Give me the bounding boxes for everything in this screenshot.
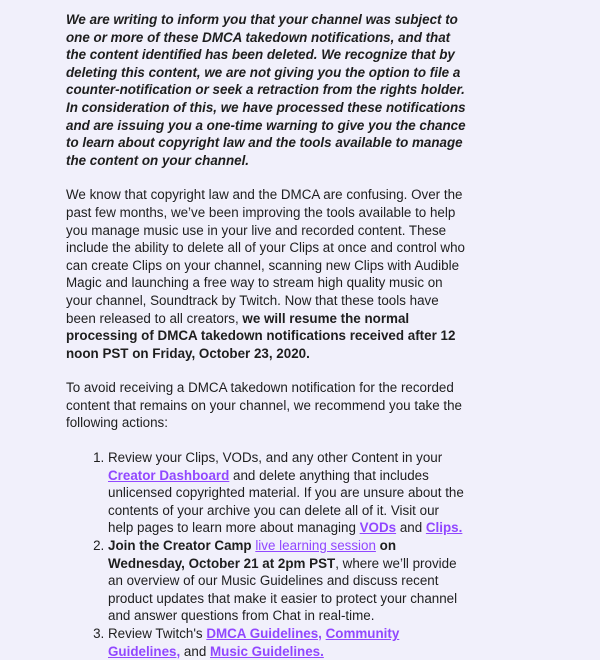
tools-paragraph [66, 186, 468, 362]
warning-paragraph: We are writing to inform you that your channel was subject to one or more of these DMCA takedown notifications, and that the content identified has been deleted. We recognize that by deleting this content, we are not giving you the option to file a counter-notification or seek a retraction from the rights holder. In consideration of this, we have processed these notifications and are issuing you a one-time warning to give you the chance to learn about copyright law and the tools available to manage the content on your channel. [66, 12, 466, 168]
tools-text: We know that copyright law and the DMCA are confusing. Over the past few months, we’ve been improving the tools available to help you manage music use in your live and recorded content. These include the ability to delete all of your Clips at once and control who can create Clips on your channel, scanning new Clips with Audible Magic and launching a free way to stream high quality music on your channel, Soundtrack by Twitch. Now that these tools have been released to all creators, [66, 187, 465, 326]
text: Review your Clips, VODs, and any other Content in your [108, 450, 443, 466]
clips-link[interactable]: Clips. [425, 520, 463, 536]
music-guidelines-link[interactable]: Music Guidelines. [209, 643, 324, 659]
text: and [396, 520, 426, 536]
text: Join the Creator Camp [108, 538, 256, 554]
list-item [108, 625, 468, 660]
email-body [66, 11, 468, 660]
actions-list [66, 449, 468, 660]
live-learning-session-link[interactable]: live learning session [255, 538, 376, 554]
text: on Wednesday, October 21 at 2pm PST [108, 538, 397, 571]
vods-link[interactable]: VODs [359, 520, 397, 536]
list-item [108, 537, 468, 625]
community-guidelines-link[interactable]: Community Guidelines, [108, 626, 400, 659]
recommendation-paragraph: To avoid receiving a DMCA takedown notification for the recorded content that remains on your channel, we recommend you take the following actions: [66, 380, 462, 431]
list-item [108, 449, 468, 537]
text: Review Twitch's [108, 626, 207, 641]
dmca-guidelines-link[interactable]: DMCA Guidelines, [206, 626, 322, 641]
text: and delete anything that includes unlicensed copyrighted material. If you are unsure about the contents of your archive you can delete all of it. Visit our help pages to learn more about managing [108, 467, 464, 536]
resume-notice: we will resume the normal processing of DMCA takedown notifications received after 12 noon PST on Friday, October 23, 2020. [66, 310, 456, 361]
text: , where we’ll provide an overview of our Music Guidelines and discuss recent product updates that make it easier to protect your channel and answer questions from Chat in real-time. [108, 555, 458, 624]
creator-dashboard-link[interactable]: Creator Dashboard [108, 467, 230, 483]
text: and [183, 643, 210, 659]
